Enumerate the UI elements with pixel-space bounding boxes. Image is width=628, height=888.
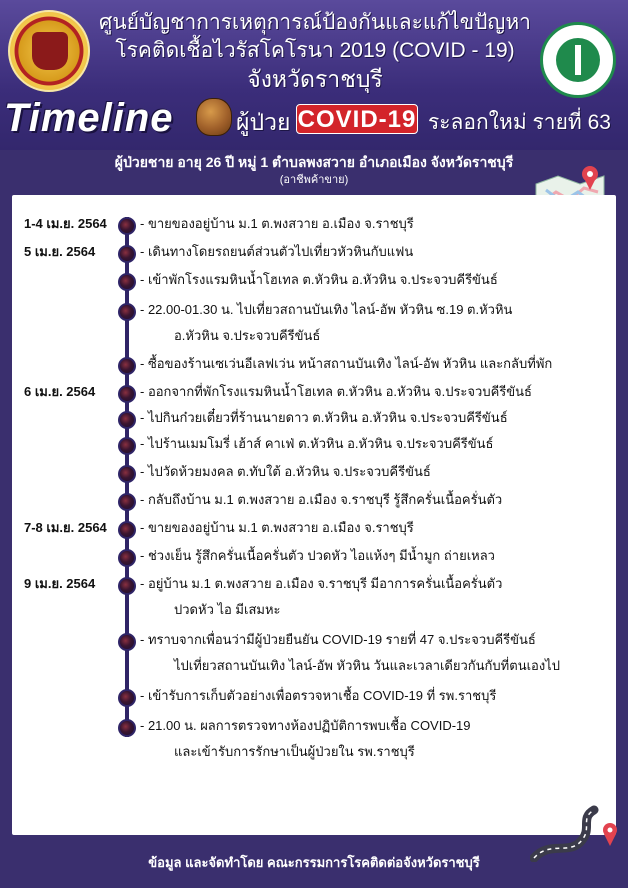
header-line-2: โรคติดเชื้อไวรัสโคโรนา 2019 (COVID - 19) [115,39,515,62]
timeline-row [12,269,616,291]
timeline-event: - ขายของอยู่บ้าน ม.1 ต.พงสวาย อ.เมือง จ.ราชบุรี [140,520,414,535]
wave-case-number: ระลอกใหม่ รายที่ 63 [428,111,611,134]
timeline-dot [118,465,136,483]
ministry-of-public-health-logo [540,22,616,98]
timeline-date: 9 เม.ย. 2564 [24,576,96,591]
timeline-dot [118,689,136,707]
timeline-row [12,629,616,651]
timeline-row [12,489,616,511]
timeline-date: 1-4 เม.ย. 2564 [24,216,107,231]
timeline-event: - ขายของอยู่บ้าน ม.1 ต.พงสวาย อ.เมือง จ.ราชบุรี [140,216,414,231]
timeline-dot [118,493,136,511]
covid-badge: COVID-19 [297,106,417,133]
timeline-row [12,299,616,321]
timeline-dot [118,273,136,291]
timeline-event-continued: และเข้ารับการรักษาเป็นผู้ป่วยใน รพ.ราชบุรี [174,744,415,759]
timeline-event-continued: ปวดหัว ไอ มีเสมหะ [174,602,281,617]
patient-word: ผู้ป่วย [236,109,291,135]
timeline-row [12,353,616,375]
timeline-dot [118,521,136,539]
timeline-row [12,545,616,567]
timeline-panel [12,195,616,835]
timeline-event: - ซื้อของร้านเซเว่นอีเลฟเว่น หน้าสถานบันเทิง ไลน์-อัพ หัวหิน และกลับที่พัก [140,356,553,371]
timeline-dot [118,437,136,455]
timeline-event: - กลับถึงบ้าน ม.1 ต.พงสวาย อ.เมือง จ.ราชบุรี รู้สึกครั่นเนื้อครั่นตัว [140,492,503,507]
timeline-dot [118,245,136,263]
timeline-row [12,517,616,539]
timeline-dot [118,303,136,321]
timeline-dot [118,549,136,567]
footer-credit: ข้อมูล และจัดทำโดย คณะกรรมการโรคติดต่อจังหวัดราชบุรี [148,855,480,870]
timeline-event: - ไปวัดห้วยมงคล ต.ทับใต้ อ.หัวหิน จ.ประจวบคีรีขันธ์ [140,464,431,479]
timeline-event: - เข้าพักโรงแรมหินน้ำโฮเทล ต.หัวหิน อ.หัวหิน จ.ประจวบคีรีขันธ์ [140,272,498,287]
header-line-3: จังหวัดราชบุรี [247,66,383,92]
timeline-dot [118,217,136,235]
jar-icon [196,98,232,136]
timeline-dot [118,357,136,375]
timeline-dot [118,411,136,429]
timeline-row [12,685,616,707]
timeline-event: - ไปกินก๋วยเตี๋ยวที่ร้านนายดาว ต.หัวหิน อ.หัวหิน จ.ประจวบคีรีขันธ์ [140,410,508,425]
timeline-event: - 21.00 น. ผลการตรวจทางห้องปฏิบัติการพบเชื้อ COVID-19 [140,718,471,733]
timeline-event: - ช่วงเย็น รู้สึกครั่นเนื้อครั่นตัว ปวดหัว ไอแห้งๆ มีน้ำมูก ถ่ายเหลว [140,548,495,563]
timeline-row [12,433,616,455]
timeline-event: - ออกจากที่พักโรงแรมหินน้ำโฮเทล ต.หัวหิน อ.หัวหิน จ.ประจวบคีรีขันธ์ [140,384,532,399]
timeline-dot [118,719,136,737]
timeline-event-continued: ไปเที่ยวสถานบันเทิง ไลน์-อัพ หัวหิน วันและเวลาเดียวกันกับที่ตนเองไป [174,658,560,673]
timeline-event: - อยู่บ้าน ม.1 ต.พงสวาย อ.เมือง จ.ราชบุรี มีอาการครั่นเนื้อครั่นตัว [140,576,503,591]
timeline-title: Timeline [4,96,174,140]
timeline-event: - เข้ารับการเก็บตัวอย่างเพื่อตรวจหาเชื้อ COVID-19 ที่ รพ.ราชบุรี [140,688,497,703]
timeline-row [12,213,616,235]
timeline-date: 6 เม.ย. 2564 [24,384,96,399]
patient-summary: ผู้ป่วยชาย อายุ 26 ปี หมู่ 1 ตำบลพงสวาย อำเภอเมือง จังหวัดราชบุรี [114,154,514,170]
timeline-row [12,381,616,403]
timeline-date: 5 เม.ย. 2564 [24,244,96,259]
timeline-event: - ทราบจากเพื่อนว่ามีผู้ป่วยยืนยัน COVID-19 รายที่ 47 จ.ประจวบคีรีขันธ์ [140,632,536,647]
timeline-date: 7-8 เม.ย. 2564 [24,520,107,535]
timeline-row [12,715,616,737]
header-line-1: ศูนย์บัญชาการเหตุการณ์ป้องกันและแก้ไขปัญหา [99,11,531,34]
timeline-row [12,573,616,595]
timeline-event-continued: อ.หัวหิน จ.ประจวบคีรีขันธ์ [174,328,321,343]
province-seal-logo [8,10,90,92]
timeline-event: - 22.00-01.30 น. ไปเที่ยวสถานบันเทิง ไลน์-อัพ หัวหิน ซ.19 ต.หัวหิน [140,302,513,317]
timeline-row [12,461,616,483]
timeline-dot [118,633,136,651]
timeline-event: - เดินทางโดยรถยนต์ส่วนตัวไปเที่ยวหัวหินกับแฟน [140,244,414,259]
timeline-row [12,241,616,263]
timeline-row [12,407,616,429]
timeline-dot [118,385,136,403]
timeline-event: - ไปร้านเมมโมรี่ เฮ้าส์ คาเฟ่ ต.หัวหิน อ.หัวหิน จ.ประจวบคีรีขันธ์ [140,436,494,451]
timeline-dot [118,577,136,595]
patient-occupation: (อาชีพค้าขาย) [279,174,349,186]
